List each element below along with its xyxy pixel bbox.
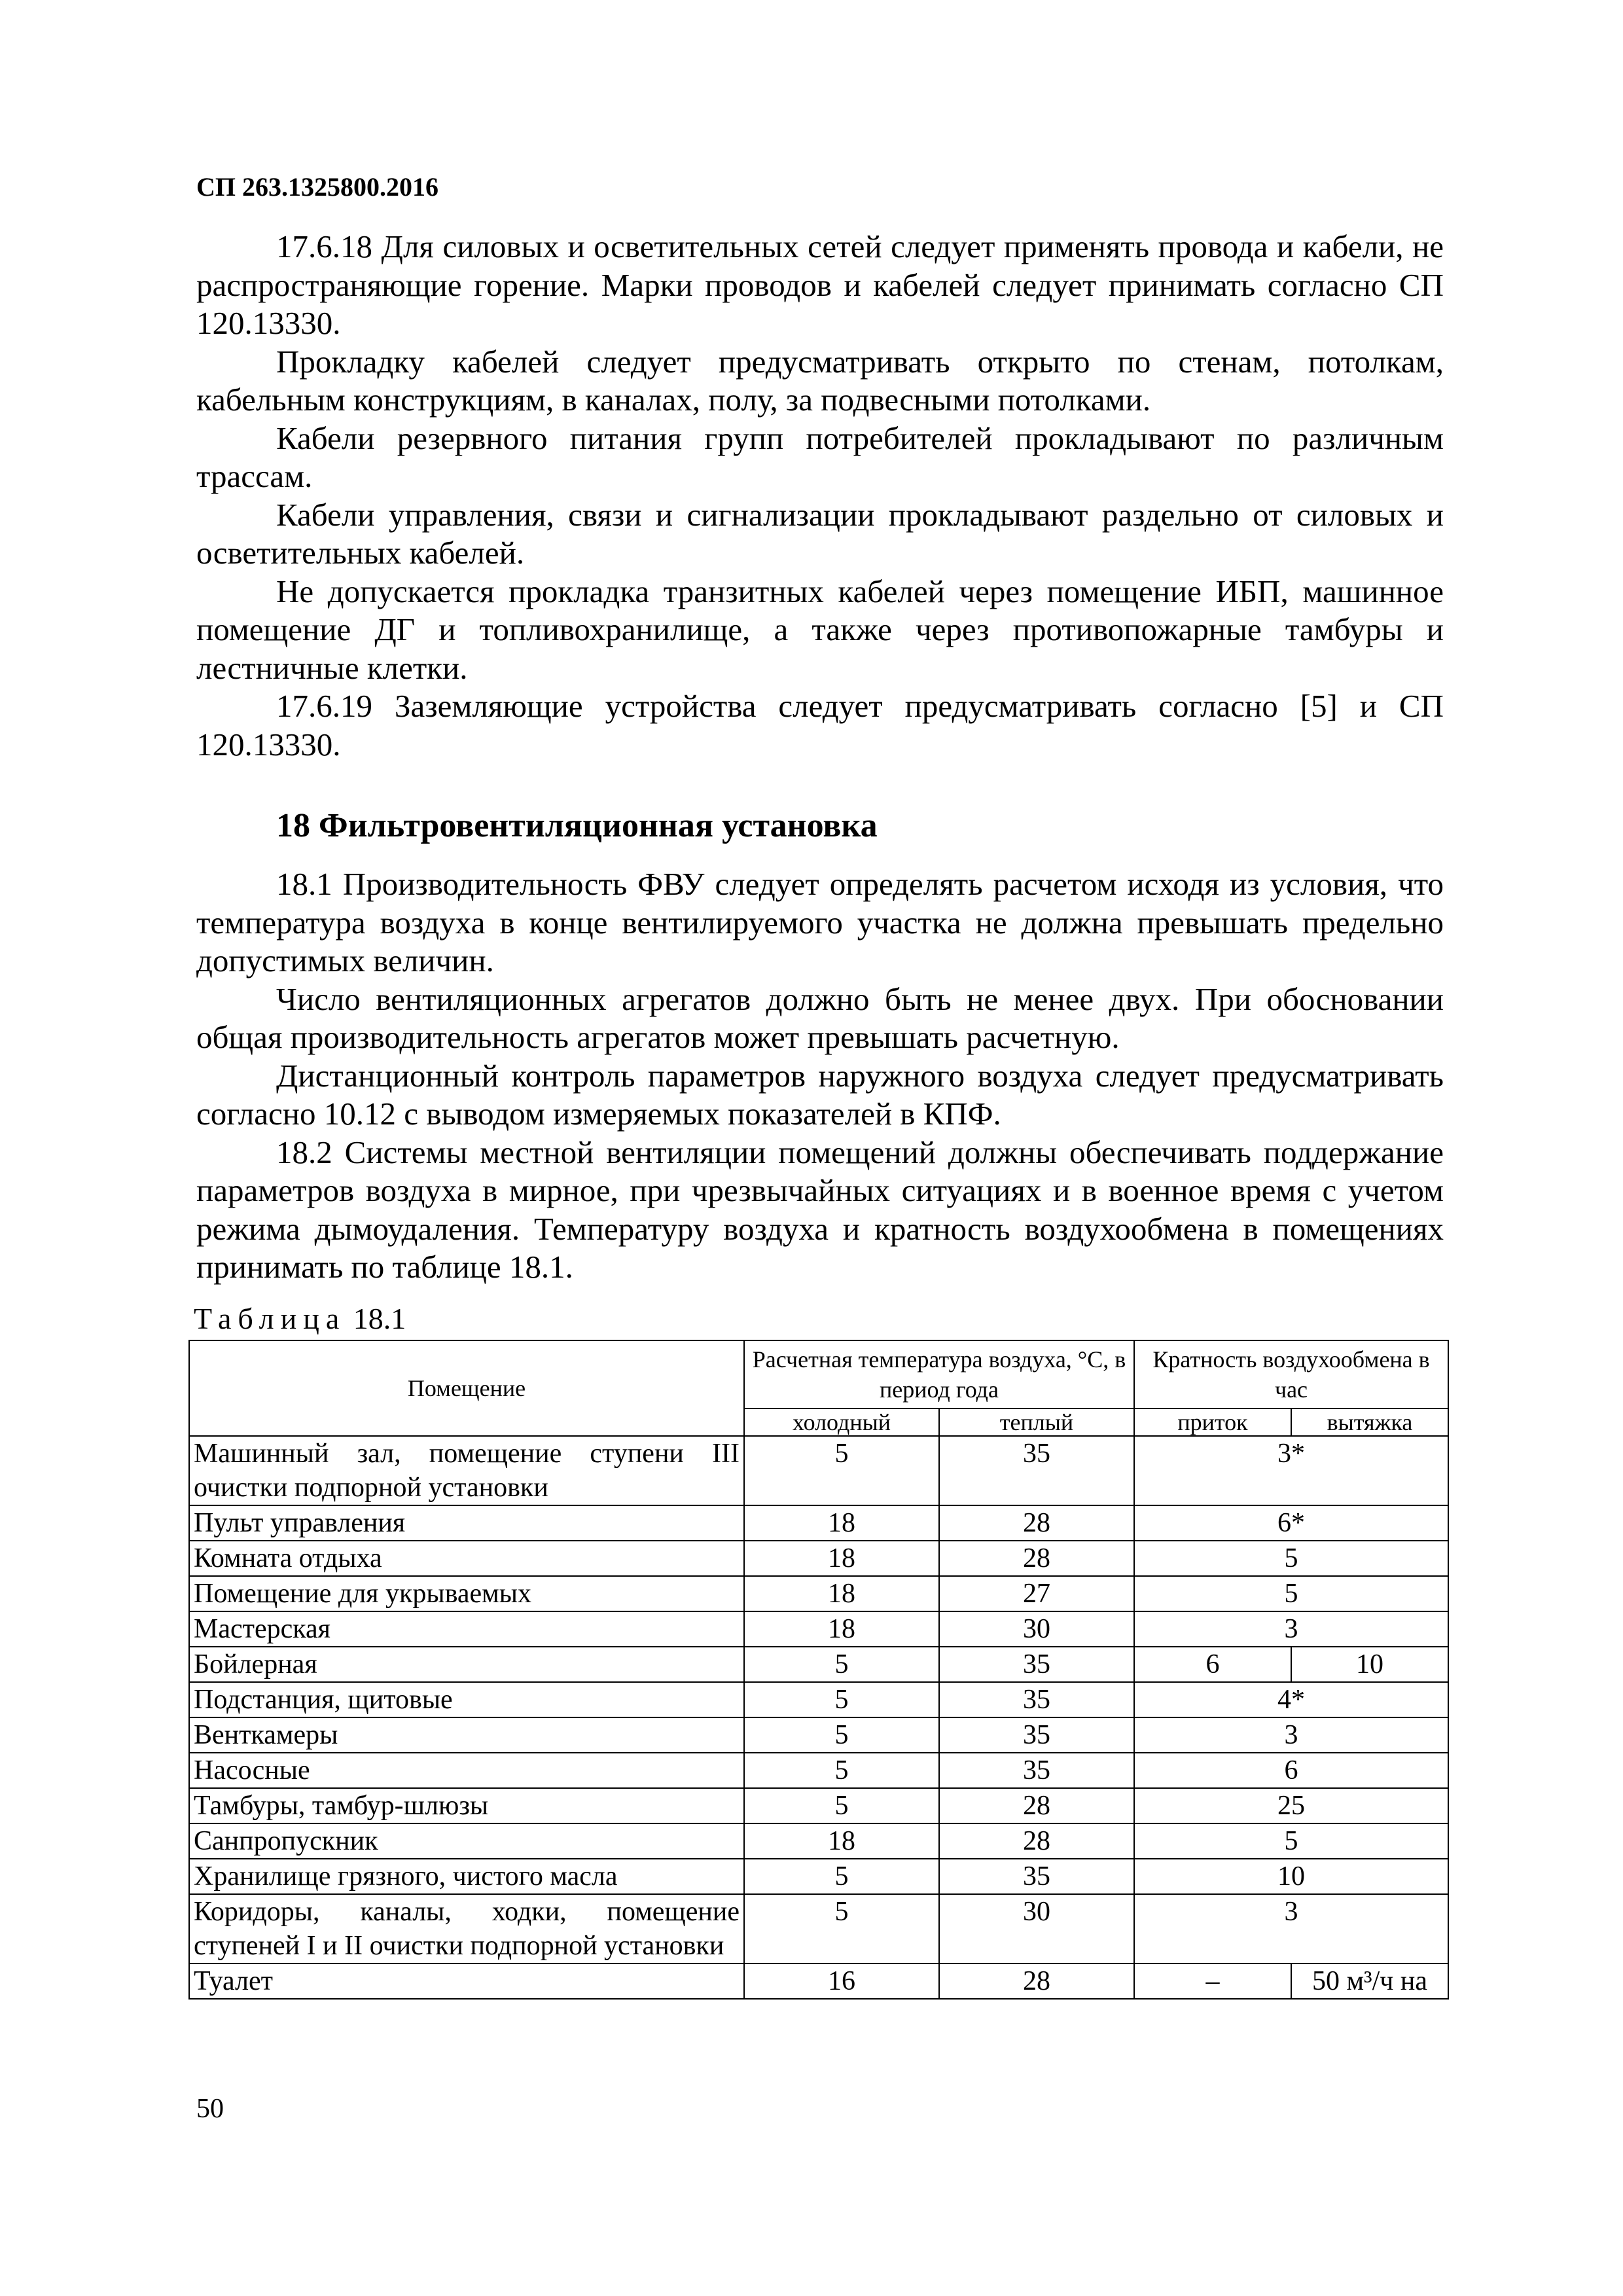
- warm-temp: 28: [939, 1505, 1134, 1541]
- paragraph: Прокладку кабелей следует предусматривать открыто по стенам, потолкам, кабельным конструкциям, в каналах, полу, за подвесными потолками.: [196, 343, 1444, 418]
- warm-temp: 28: [939, 1541, 1134, 1576]
- warm-temp: 30: [939, 1611, 1134, 1647]
- exhaust-rate: 10: [1291, 1647, 1448, 1682]
- air-exchange: 6: [1134, 1753, 1448, 1788]
- air-exchange: 3: [1134, 1894, 1448, 1964]
- ventilation-table: [188, 1340, 1449, 2000]
- warm-temp: 35: [939, 1647, 1134, 1682]
- air-exchange: 5: [1134, 1823, 1448, 1859]
- supply-rate: 6: [1134, 1647, 1291, 1682]
- cold-temp: 5: [744, 1753, 939, 1788]
- table-row: [189, 1859, 1448, 1894]
- table-row: [189, 1436, 1448, 1505]
- table-row: [189, 1647, 1448, 1682]
- section-18-text: [196, 865, 1444, 1287]
- warm-temp: 35: [939, 1682, 1134, 1717]
- table-row: [189, 1964, 1448, 1999]
- table-row: [189, 1823, 1448, 1859]
- table-row: [189, 1894, 1448, 1964]
- table-row: [189, 1788, 1448, 1823]
- room-name: Хранилище грязного, чистого масла: [189, 1859, 744, 1894]
- paragraph: 17.6.19 Заземляющие устройства следует предусматривать согласно [5] и СП 120.13330.: [196, 688, 1444, 762]
- room-name: Насосные: [189, 1753, 744, 1788]
- warm-temp: 35: [939, 1753, 1134, 1788]
- cold-temp: 18: [744, 1505, 939, 1541]
- air-exchange: 10: [1134, 1859, 1448, 1894]
- table-row: [189, 1541, 1448, 1576]
- air-exchange: 3*: [1134, 1436, 1448, 1505]
- table-caption-number: 18.1: [353, 1302, 406, 1335]
- table-row: [189, 1753, 1448, 1788]
- cold-temp: 18: [744, 1541, 939, 1576]
- paragraph: 18.2 Системы местной вентиляции помещений должны обеспечивать поддержание параметров воздуха в мирное, при чрезвычайных ситуациях и в военное время с учетом режима дымоудаления. Температуру воздуха и кратность воздухообмена в помещениях принимать по таблице 18.1.: [196, 1134, 1444, 1285]
- cold-temp: 5: [744, 1436, 939, 1505]
- table-row: [189, 1505, 1448, 1541]
- page-number: 50: [196, 2094, 224, 2124]
- air-exchange: 5: [1134, 1541, 1448, 1576]
- room-name: Санпропускник: [189, 1823, 744, 1859]
- room-name: Туалет: [189, 1964, 744, 1999]
- section-17-text: [196, 228, 1444, 764]
- paragraph: 17.6.18 Для силовых и осветительных сетей следует применять провода и кабели, не распространяющие горение. Марки проводов и кабелей следует принимать согласно СП 120.13330.: [196, 228, 1444, 341]
- cold-temp: 18: [744, 1611, 939, 1647]
- cold-temp: 18: [744, 1823, 939, 1859]
- warm-temp: 30: [939, 1894, 1134, 1964]
- document-code: СП 263.1325800.2016: [196, 172, 438, 202]
- warm-temp: 28: [939, 1788, 1134, 1823]
- table-caption-word: Таблица: [194, 1302, 346, 1335]
- cold-temp: 5: [744, 1647, 939, 1682]
- room-name: Пульт управления: [189, 1505, 744, 1541]
- paragraph: Дистанционный контроль параметров наружного воздуха следует предусматривать согласно 10.12 с выводом измеряемых показателей в КПФ.: [196, 1057, 1444, 1132]
- room-name: Подстанция, щитовые: [189, 1682, 744, 1717]
- table-row: [189, 1611, 1448, 1647]
- paragraph: 18.1 Производительность ФВУ следует определять расчетом исходя из условия, что температура воздуха в конце вентилируемого участка не должна превышать предельно допустимых величин.: [196, 866, 1444, 978]
- paragraph: Кабели резервного питания групп потребителей прокладывают по различным трассам.: [196, 420, 1444, 494]
- paragraph: Число вентиляционных агрегатов должно быть не менее двух. При обосновании общая производительность агрегатов может превышать расчетную.: [196, 980, 1444, 1055]
- air-exchange: 3: [1134, 1611, 1448, 1647]
- cold-temp: 16: [744, 1964, 939, 1999]
- section-heading: 18 Фильтровентиляционная установка: [276, 807, 878, 844]
- warm-temp: 35: [939, 1436, 1134, 1505]
- warm-temp: 35: [939, 1859, 1134, 1894]
- cold-temp: 5: [744, 1682, 939, 1717]
- cold-temp: 5: [744, 1859, 939, 1894]
- header-temperature: Расчетная температура воздуха, °С, в период года: [744, 1340, 1134, 1408]
- table-row: [189, 1682, 1448, 1717]
- room-name: Помещение для укрываемых: [189, 1576, 744, 1611]
- air-exchange: 4*: [1134, 1682, 1448, 1717]
- warm-temp: 28: [939, 1964, 1134, 1999]
- cold-temp: 5: [744, 1717, 939, 1753]
- header-air-exchange: Кратность воздухообмена в час: [1134, 1340, 1448, 1408]
- room-name: Мастерская: [189, 1611, 744, 1647]
- supply-rate: –: [1134, 1964, 1291, 1999]
- warm-temp: 28: [939, 1823, 1134, 1859]
- header-warm: теплый: [939, 1408, 1134, 1436]
- paragraph: Кабели управления, связи и сигнализации прокладывают раздельно от силовых и осветительных кабелей.: [196, 496, 1444, 571]
- air-exchange: 5: [1134, 1576, 1448, 1611]
- cold-temp: 5: [744, 1788, 939, 1823]
- air-exchange: 3: [1134, 1717, 1448, 1753]
- room-name: Машинный зал, помещение ступени III очистки подпорной установки: [189, 1436, 744, 1505]
- header-cold: холодный: [744, 1408, 939, 1436]
- warm-temp: 27: [939, 1576, 1134, 1611]
- exhaust-rate: 50 м³/ч на: [1291, 1964, 1448, 1999]
- table-row: [189, 1717, 1448, 1753]
- room-name: Бойлерная: [189, 1647, 744, 1682]
- air-exchange: 6*: [1134, 1505, 1448, 1541]
- room-name: Комната отдыха: [189, 1541, 744, 1576]
- paragraph: Не допускается прокладка транзитных кабелей через помещение ИБП, машинное помещение ДГ и топливохранилище, а также через противопожарные тамбуры и лестничные клетки.: [196, 573, 1444, 686]
- cold-temp: 18: [744, 1576, 939, 1611]
- header-exhaust: вытяжка: [1291, 1408, 1448, 1436]
- warm-temp: 35: [939, 1717, 1134, 1753]
- cold-temp: 5: [744, 1894, 939, 1964]
- room-name: Тамбуры, тамбур-шлюзы: [189, 1788, 744, 1823]
- room-name: Коридоры, каналы, ходки, помещение ступеней I и II очистки подпорной установки: [189, 1894, 744, 1964]
- table-caption: [194, 1301, 406, 1336]
- air-exchange: 25: [1134, 1788, 1448, 1823]
- table-row: [189, 1576, 1448, 1611]
- header-room: Помещение: [189, 1340, 744, 1436]
- room-name: Венткамеры: [189, 1717, 744, 1753]
- header-supply: приток: [1134, 1408, 1291, 1436]
